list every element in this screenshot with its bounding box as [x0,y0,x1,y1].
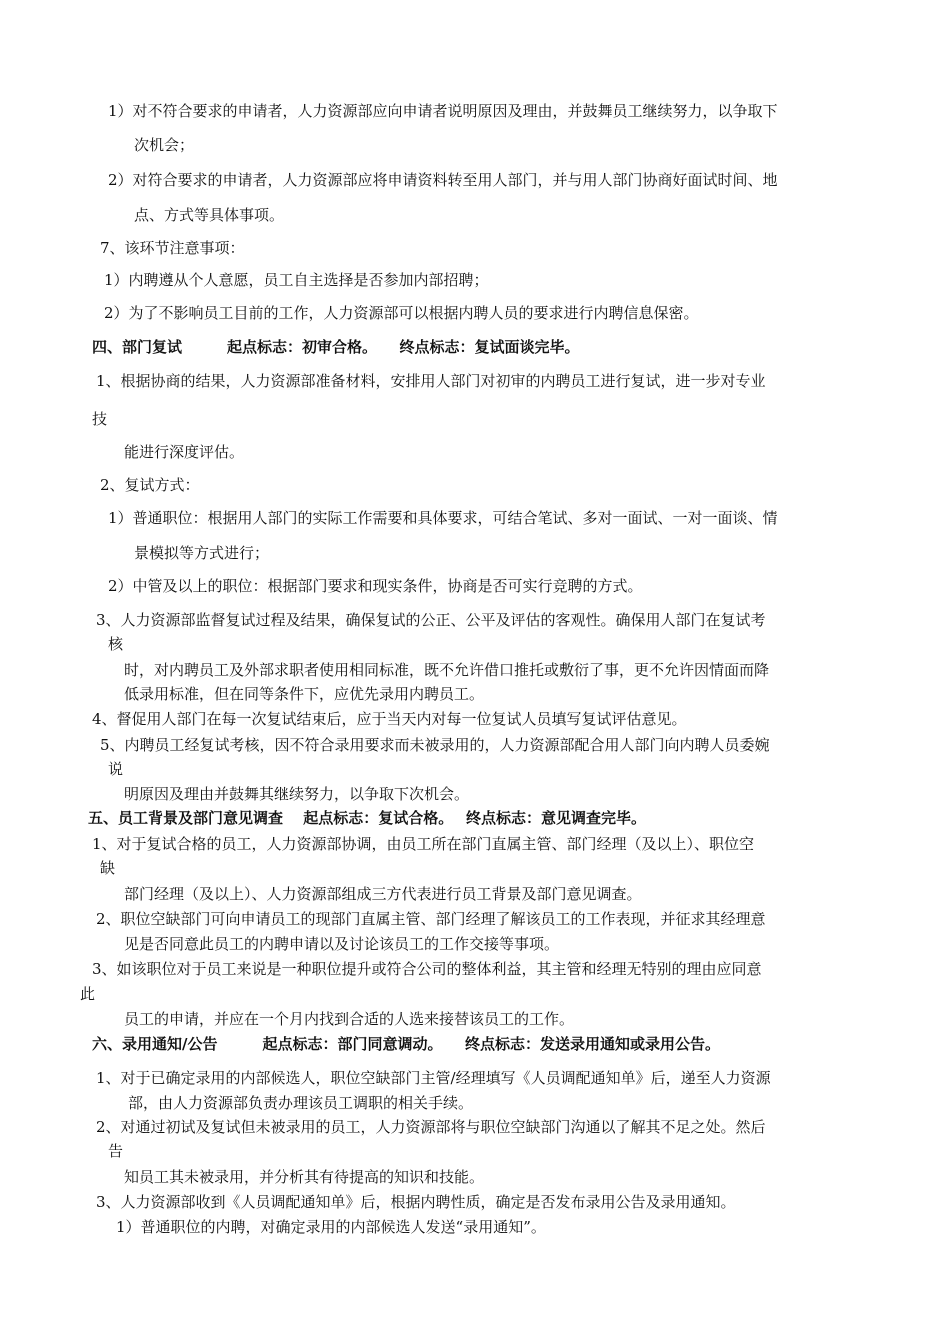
list-item: 2）中管及以上的职位：根据部门要求和现实条件，协商是否可实行竞聘的方式。 [108,577,643,595]
list-item-continuation: 部门经理（及以上）、人力资源部组成三方代表进行员工背景及部门意见调查。 [124,885,642,903]
list-item-wrap: 缺 [100,859,116,877]
list-item: 3、如该职位对于员工来说是一种职位提升或符合公司的整体利益，其主管和经理无特别的理由应同意 [92,960,762,978]
list-item: 2）对符合要求的申请者，人力资源部应将申请资料转至用人部门，并与用人部门协商好面试时间、地 [108,171,778,189]
list-item-continuation: 知员工其未被录用，并分析其有待提高的知识和技能。 [124,1168,485,1186]
list-item-continuation: 点、方式等具体事项。 [134,206,285,224]
list-item: 4、督促用人部门在每一次复试结束后，应于当天内对每一位复试人员填写复试评估意见。 [92,710,687,728]
list-item: 1、对于已确定录用的内部候选人，职位空缺部门主管/经理填写《人员调配通知单》后，递至人力资源 [96,1069,771,1087]
list-item: 7、该环节注意事项： [100,239,245,257]
list-item: 3、人力资源部收到《人员调配通知单》后，根据内聘性质，确定是否发布录用公告及录用通知。 [96,1193,736,1211]
list-item-continuation: 见是否同意此员工的内聘申请以及讨论该员工的工作交接等事项。 [124,935,560,953]
list-item: 5、内聘员工经复试考核，因不符合录用要求而未被录用的，人力资源部配合用人部门向内聘人员委婉 [100,736,770,754]
section-heading: 五、员工背景及部门意见调查 起点标志：复试合格。 终点标志：意见调查完毕。 [88,809,646,827]
list-item-wrap: 此 [80,985,96,1003]
list-item-continuation: 次机会； [134,136,195,154]
list-item-continuation: 景模拟等方式进行； [134,544,270,562]
list-item-wrap: 告 [108,1142,124,1160]
list-item-continuation: 员工的申请，并应在一个月内找到合适的人选来接替该员工的工作。 [124,1010,575,1028]
list-item-wrap: 技 [92,410,108,428]
list-item: 3、人力资源部监督复试过程及结果，确保复试的公正、公平及评估的客观性。确保用人部门在复试考 [96,611,766,629]
list-item: 2、对通过初试及复试但未被录用的员工，人力资源部将与职位空缺部门沟通以了解其不足之处。然后 [96,1118,766,1136]
list-item: 1）对不符合要求的申请者，人力资源部应向申请者说明原因及理由，并鼓舞员工继续努力，以争取下 [108,102,778,120]
list-item: 2、复试方式： [100,476,200,494]
list-item-continuation: 部，由人力资源部负责办理该员工调职的相关手续。 [128,1094,474,1112]
list-item-continuation: 时，对内聘员工及外部求职者使用相同标准，既不允许借口推托或敷衍了事，更不允许因情面而降 [124,661,770,679]
list-item: 1）内聘遵从个人意愿，员工自主选择是否参加内部招聘； [104,271,489,289]
list-item-continuation: 低录用标准，但在同等条件下，应优先录用内聘员工。 [124,685,485,703]
list-item: 1）普通职位的内聘，对确定录用的内部候选人发送“录用通知”。 [116,1218,546,1236]
list-item-continuation: 明原因及理由并鼓舞其继续努力，以争取下次机会。 [124,785,470,803]
list-item: 1）普通职位：根据用人部门的实际工作需要和具体要求，可结合笔试、多对一面试、一对一面谈、情 [108,509,778,527]
section-heading: 四、部门复试 起点标志：初审合格。 终点标志：复试面谈完毕。 [92,338,580,356]
list-item: 2）为了不影响员工目前的工作，人力资源部可以根据内聘人员的要求进行内聘信息保密。 [104,304,699,322]
list-item-continuation: 能进行深度评估。 [124,443,245,461]
list-item: 1、对于复试合格的员工，人力资源部协调，由员工所在部门直属主管、部门经理（及以上）、职位空 [92,835,755,853]
list-item: 2、职位空缺部门可向申请员工的现部门直属主管、部门经理了解该员工的工作表现，并征求其经理意 [96,910,766,928]
list-item-wrap: 核 [108,635,124,653]
section-heading: 六、录用通知/公告 起点标志：部门同意调动。 终点标志：发送录用通知或录用公告。 [92,1035,720,1053]
list-item-wrap: 说 [108,760,124,778]
list-item: 1、根据协商的结果，人力资源部准备材料，安排用人部门对初审的内聘员工进行复试，进一步对专业 [96,372,766,390]
